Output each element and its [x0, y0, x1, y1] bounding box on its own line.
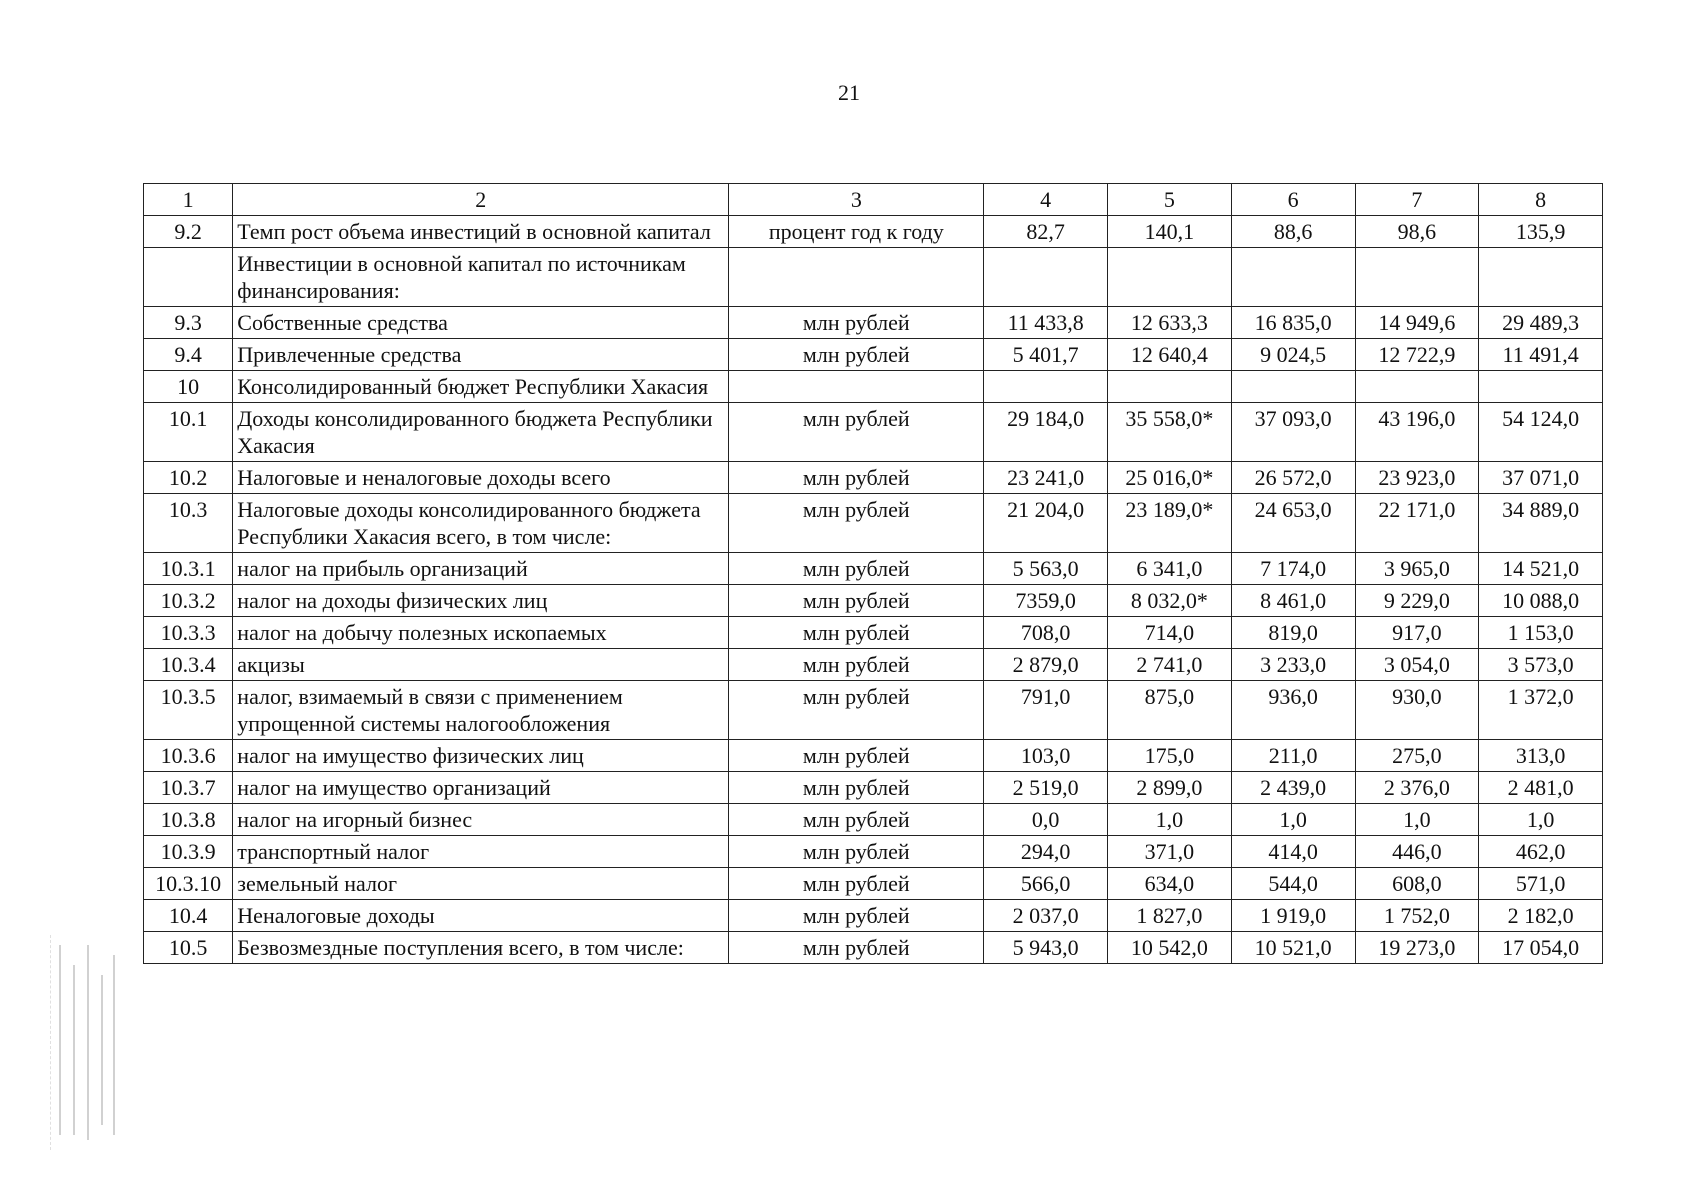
table-row — [144, 248, 1603, 307]
table-row — [144, 804, 1603, 836]
row-value-cell: 11 433,8 — [984, 307, 1108, 339]
row-value-cell — [1479, 248, 1603, 307]
row-value-cell: 1,0 — [1355, 804, 1479, 836]
row-value-cell: 634,0 — [1108, 868, 1232, 900]
row-name-cell: Налоговые доходы консолидированного бюджета Республики Хакасия всего, в том числе: — [233, 494, 729, 553]
row-number-cell: 10.2 — [144, 462, 233, 494]
row-name-cell: акцизы — [233, 649, 729, 681]
row-number-cell: 10.1 — [144, 403, 233, 462]
row-number-cell: 10.3.10 — [144, 868, 233, 900]
row-value-cell: 2 741,0 — [1108, 649, 1232, 681]
row-value-cell — [1479, 371, 1603, 403]
row-unit-cell: млн рублей — [729, 836, 984, 868]
row-value-cell: 175,0 — [1108, 740, 1232, 772]
row-name-cell: Доходы консолидированного бюджета Республики Хакасия — [233, 403, 729, 462]
row-value-cell: 2 037,0 — [984, 900, 1108, 932]
header-cell-3: 3 — [729, 184, 984, 216]
header-cell-5: 5 — [1108, 184, 1232, 216]
row-unit-cell: млн рублей — [729, 900, 984, 932]
row-value-cell: 88,6 — [1231, 216, 1355, 248]
row-name-cell: налог на игорный бизнес — [233, 804, 729, 836]
header-cell-8: 8 — [1479, 184, 1603, 216]
row-value-cell: 7359,0 — [984, 585, 1108, 617]
table-row — [144, 403, 1603, 462]
row-value-cell: 135,9 — [1479, 216, 1603, 248]
row-number-cell: 10.3.9 — [144, 836, 233, 868]
row-value-cell: 714,0 — [1108, 617, 1232, 649]
table-row — [144, 617, 1603, 649]
row-value-cell: 12 722,9 — [1355, 339, 1479, 371]
row-value-cell: 414,0 — [1231, 836, 1355, 868]
row-value-cell: 12 640,4 — [1108, 339, 1232, 371]
row-name-cell: налог на добычу полезных ископаемых — [233, 617, 729, 649]
row-unit-cell: млн рублей — [729, 494, 984, 553]
row-unit-cell: млн рублей — [729, 804, 984, 836]
row-value-cell: 3 573,0 — [1479, 649, 1603, 681]
row-number-cell: 10.3.7 — [144, 772, 233, 804]
table-row — [144, 836, 1603, 868]
row-value-cell: 446,0 — [1355, 836, 1479, 868]
row-value-cell: 462,0 — [1479, 836, 1603, 868]
row-value-cell: 23 189,0* — [1108, 494, 1232, 553]
row-value-cell: 22 171,0 — [1355, 494, 1479, 553]
row-value-cell: 35 558,0* — [1108, 403, 1232, 462]
row-value-cell: 10 521,0 — [1231, 932, 1355, 964]
header-cell-2: 2 — [233, 184, 729, 216]
row-name-cell: налог, взимаемый в связи с применением упрощенной системы налогообложения — [233, 681, 729, 740]
table-row — [144, 932, 1603, 964]
row-number-cell: 9.4 — [144, 339, 233, 371]
row-value-cell — [1355, 371, 1479, 403]
table-row — [144, 371, 1603, 403]
table-row — [144, 900, 1603, 932]
row-value-cell: 29 489,3 — [1479, 307, 1603, 339]
row-value-cell: 0,0 — [984, 804, 1108, 836]
row-unit-cell: млн рублей — [729, 772, 984, 804]
table-row — [144, 585, 1603, 617]
row-value-cell: 6 341,0 — [1108, 553, 1232, 585]
row-value-cell: 3 965,0 — [1355, 553, 1479, 585]
table-row — [144, 649, 1603, 681]
row-value-cell: 3 233,0 — [1231, 649, 1355, 681]
row-name-cell: Консолидированный бюджет Республики Хакасия — [233, 371, 729, 403]
row-value-cell — [1231, 371, 1355, 403]
table-body — [144, 184, 1603, 964]
table-row — [144, 553, 1603, 585]
row-name-cell: Темп рост объема инвестиций в основной капитал — [233, 216, 729, 248]
row-value-cell: 23 241,0 — [984, 462, 1108, 494]
table-row — [144, 216, 1603, 248]
row-value-cell: 98,6 — [1355, 216, 1479, 248]
row-unit-cell: млн рублей — [729, 553, 984, 585]
row-number-cell: 10.5 — [144, 932, 233, 964]
table-row — [144, 339, 1603, 371]
row-number-cell: 9.2 — [144, 216, 233, 248]
row-value-cell: 608,0 — [1355, 868, 1479, 900]
row-name-cell: земельный налог — [233, 868, 729, 900]
row-value-cell: 5 401,7 — [984, 339, 1108, 371]
table-row — [144, 462, 1603, 494]
row-value-cell — [1108, 371, 1232, 403]
header-cell-1: 1 — [144, 184, 233, 216]
row-value-cell: 37 093,0 — [1231, 403, 1355, 462]
row-value-cell: 294,0 — [984, 836, 1108, 868]
row-value-cell: 2 481,0 — [1479, 772, 1603, 804]
row-value-cell: 371,0 — [1108, 836, 1232, 868]
row-number-cell: 10.3.6 — [144, 740, 233, 772]
row-value-cell: 10 088,0 — [1479, 585, 1603, 617]
row-unit-cell: млн рублей — [729, 740, 984, 772]
row-value-cell: 1 153,0 — [1479, 617, 1603, 649]
table-header-row — [144, 184, 1603, 216]
row-unit-cell: млн рублей — [729, 868, 984, 900]
row-value-cell: 5 563,0 — [984, 553, 1108, 585]
header-cell-6: 6 — [1231, 184, 1355, 216]
row-value-cell: 24 653,0 — [1231, 494, 1355, 553]
row-value-cell: 1,0 — [1479, 804, 1603, 836]
row-unit-cell: млн рублей — [729, 585, 984, 617]
row-value-cell — [984, 371, 1108, 403]
row-value-cell: 791,0 — [984, 681, 1108, 740]
row-value-cell — [1355, 248, 1479, 307]
row-value-cell: 875,0 — [1108, 681, 1232, 740]
row-value-cell: 19 273,0 — [1355, 932, 1479, 964]
row-value-cell: 1 827,0 — [1108, 900, 1232, 932]
row-value-cell: 708,0 — [984, 617, 1108, 649]
row-value-cell: 43 196,0 — [1355, 403, 1479, 462]
row-unit-cell: млн рублей — [729, 617, 984, 649]
table-row — [144, 681, 1603, 740]
row-value-cell: 566,0 — [984, 868, 1108, 900]
header-cell-7: 7 — [1355, 184, 1479, 216]
row-value-cell: 140,1 — [1108, 216, 1232, 248]
row-value-cell — [984, 248, 1108, 307]
row-name-cell: Привлеченные средства — [233, 339, 729, 371]
row-value-cell: 17 054,0 — [1479, 932, 1603, 964]
row-value-cell: 10 542,0 — [1108, 932, 1232, 964]
row-name-cell: Безвозмездные поступления всего, в том числе: — [233, 932, 729, 964]
row-value-cell: 571,0 — [1479, 868, 1603, 900]
row-name-cell: транспортный налог — [233, 836, 729, 868]
row-value-cell: 82,7 — [984, 216, 1108, 248]
table-row — [144, 740, 1603, 772]
row-value-cell: 211,0 — [1231, 740, 1355, 772]
row-name-cell: налог на имущество организаций — [233, 772, 729, 804]
row-value-cell: 544,0 — [1231, 868, 1355, 900]
page-number: 21 — [838, 80, 860, 105]
row-value-cell: 8 461,0 — [1231, 585, 1355, 617]
row-value-cell — [1231, 248, 1355, 307]
row-value-cell: 37 071,0 — [1479, 462, 1603, 494]
row-number-cell: 10.3.3 — [144, 617, 233, 649]
row-unit-cell: млн рублей — [729, 403, 984, 462]
row-value-cell: 936,0 — [1231, 681, 1355, 740]
row-value-cell: 2 879,0 — [984, 649, 1108, 681]
row-number-cell: 10.3 — [144, 494, 233, 553]
row-value-cell: 275,0 — [1355, 740, 1479, 772]
row-number-cell: 10.3.1 — [144, 553, 233, 585]
row-value-cell: 819,0 — [1231, 617, 1355, 649]
row-value-cell: 34 889,0 — [1479, 494, 1603, 553]
row-value-cell: 8 032,0* — [1108, 585, 1232, 617]
header-cell-4: 4 — [984, 184, 1108, 216]
row-value-cell — [1108, 248, 1232, 307]
row-name-cell: налог на доходы физических лиц — [233, 585, 729, 617]
row-value-cell: 25 016,0* — [1108, 462, 1232, 494]
row-name-cell: Неналоговые доходы — [233, 900, 729, 932]
row-number-cell: 10.3.4 — [144, 649, 233, 681]
row-value-cell: 54 124,0 — [1479, 403, 1603, 462]
row-value-cell: 29 184,0 — [984, 403, 1108, 462]
side-stamp — [50, 935, 123, 1150]
row-value-cell: 5 943,0 — [984, 932, 1108, 964]
row-number-cell: 10.3.2 — [144, 585, 233, 617]
row-value-cell: 1 372,0 — [1479, 681, 1603, 740]
row-value-cell: 9 229,0 — [1355, 585, 1479, 617]
row-number-cell: 10.3.8 — [144, 804, 233, 836]
row-unit-cell: млн рублей — [729, 681, 984, 740]
row-number-cell: 10.3.5 — [144, 681, 233, 740]
row-number-cell — [144, 248, 233, 307]
row-value-cell: 2 899,0 — [1108, 772, 1232, 804]
row-value-cell: 2 439,0 — [1231, 772, 1355, 804]
row-value-cell: 917,0 — [1355, 617, 1479, 649]
row-unit-cell: млн рублей — [729, 462, 984, 494]
row-value-cell: 7 174,0 — [1231, 553, 1355, 585]
row-value-cell: 11 491,4 — [1479, 339, 1603, 371]
row-value-cell: 930,0 — [1355, 681, 1479, 740]
row-unit-cell: млн рублей — [729, 649, 984, 681]
row-number-cell: 9.3 — [144, 307, 233, 339]
row-unit-cell: млн рублей — [729, 932, 984, 964]
row-value-cell: 1,0 — [1231, 804, 1355, 836]
row-value-cell: 21 204,0 — [984, 494, 1108, 553]
row-value-cell: 2 182,0 — [1479, 900, 1603, 932]
data-table — [143, 183, 1603, 964]
row-number-cell: 10 — [144, 371, 233, 403]
row-unit-cell: млн рублей — [729, 339, 984, 371]
table-row — [144, 494, 1603, 553]
row-value-cell: 26 572,0 — [1231, 462, 1355, 494]
row-value-cell: 2 376,0 — [1355, 772, 1479, 804]
table-row — [144, 868, 1603, 900]
row-value-cell: 14 949,6 — [1355, 307, 1479, 339]
row-value-cell: 1,0 — [1108, 804, 1232, 836]
row-value-cell: 1 919,0 — [1231, 900, 1355, 932]
row-name-cell: налог на прибыль организаций — [233, 553, 729, 585]
row-name-cell: Собственные средства — [233, 307, 729, 339]
row-value-cell: 3 054,0 — [1355, 649, 1479, 681]
row-unit-cell: млн рублей — [729, 307, 984, 339]
row-number-cell: 10.4 — [144, 900, 233, 932]
table-row — [144, 772, 1603, 804]
row-name-cell: налог на имущество физических лиц — [233, 740, 729, 772]
row-value-cell: 23 923,0 — [1355, 462, 1479, 494]
row-value-cell: 313,0 — [1479, 740, 1603, 772]
row-unit-cell — [729, 371, 984, 403]
row-value-cell: 1 752,0 — [1355, 900, 1479, 932]
table-row — [144, 307, 1603, 339]
row-value-cell: 2 519,0 — [984, 772, 1108, 804]
row-value-cell: 14 521,0 — [1479, 553, 1603, 585]
table-container — [143, 183, 1603, 964]
row-value-cell: 12 633,3 — [1108, 307, 1232, 339]
row-unit-cell: процент год к году — [729, 216, 984, 248]
row-value-cell: 9 024,5 — [1231, 339, 1355, 371]
row-value-cell: 103,0 — [984, 740, 1108, 772]
row-name-cell: Налоговые и неналоговые доходы всего — [233, 462, 729, 494]
row-name-cell: Инвестиции в основной капитал по источникам финансирования: — [233, 248, 729, 307]
row-unit-cell — [729, 248, 984, 307]
row-value-cell: 16 835,0 — [1231, 307, 1355, 339]
